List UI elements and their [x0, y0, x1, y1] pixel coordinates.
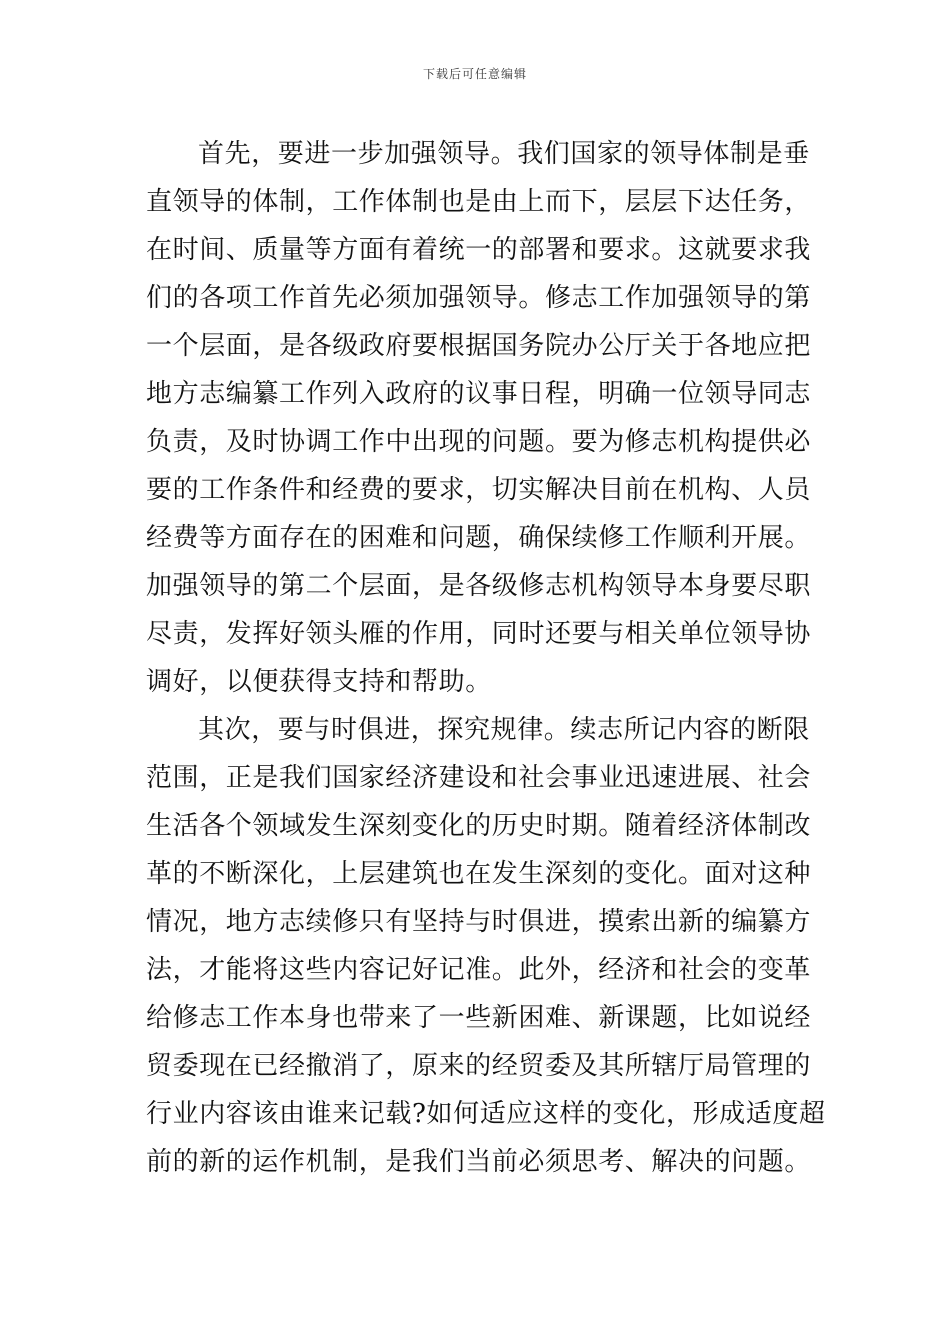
- paragraph-2-line-7: 给修志工作本身也带来了一些新困难、新课题，比如说经: [146, 1003, 812, 1033]
- paragraph-1-line-4: 们的各项工作首先必须加强领导。修志工作加强领导的第: [146, 283, 812, 313]
- paragraph-1-line-5: 一个层面，是各级政府要根据国务院办公厅关于各地应把: [146, 331, 812, 361]
- paragraph-2-line-5: 情况，地方志续修只有坚持与时俱进，摸索出新的编纂方: [146, 907, 812, 937]
- paragraph-1-line-12: 调好，以便获得支持和帮助。: [146, 667, 492, 697]
- paragraph-2-line-3: 生活各个领域发生深刻变化的历史时期。随着经济体制改: [146, 811, 812, 841]
- paragraph-1-line-3: 在时间、质量等方面有着统一的部署和要求。这就要求我: [146, 235, 812, 265]
- paragraph-1-line-9: 经费等方面存在的困难和问题，确保续修工作顺利开展。: [146, 523, 812, 553]
- body-text: [146, 130, 826, 1186]
- paragraph-2-line-6: 法，才能将这些内容记好记准。此外，经济和社会的变革: [146, 955, 812, 985]
- paragraph-2-line-8: 贸委现在已经撤消了，原来的经贸委及其所辖厅局管理的: [146, 1051, 812, 1081]
- paragraph-2-line-10: 前的新的运作机制，是我们当前必须思考、解决的问题。: [146, 1147, 812, 1177]
- header-note: 下载后可任意编辑: [422, 67, 527, 81]
- paragraph-1-line-11: 尽责，发挥好领头雁的作用，同时还要与相关单位领导协: [146, 619, 812, 649]
- paragraph-1-line-2: 直领导的体制，工作体制也是由上而下，层层下达任务，: [146, 187, 812, 217]
- paragraph-1-line-7: 负责，及时协调工作中出现的问题。要为修志机构提供必: [146, 427, 812, 457]
- paragraph-2-line-9: 行业内容该由谁来记载?如何适应这样的变化，形成适度超: [146, 1099, 826, 1129]
- paragraph-2-line-1: 其次，要与时俱进，探究规律。续志所记内容的断限: [198, 715, 810, 745]
- paragraph-1-line-10: 加强领导的第二个层面，是各级修志机构领导本身要尽职: [146, 571, 812, 601]
- paragraph-2-line-4: 革的不断深化，上层建筑也在发生深刻的变化。面对这种: [146, 859, 812, 889]
- paragraph-2-line-2: 范围，正是我们国家经济建设和社会事业迅速进展、社会: [146, 763, 812, 793]
- paragraph-1-line-8: 要的工作条件和经费的要求，切实解决目前在机构、人员: [146, 475, 812, 505]
- paragraph-1-line-1: 首先，要进一步加强领导。我们国家的领导体制是垂: [198, 139, 810, 169]
- paragraph-1-line-6: 地方志编纂工作列入政府的议事日程，明确一位领导同志: [146, 379, 812, 409]
